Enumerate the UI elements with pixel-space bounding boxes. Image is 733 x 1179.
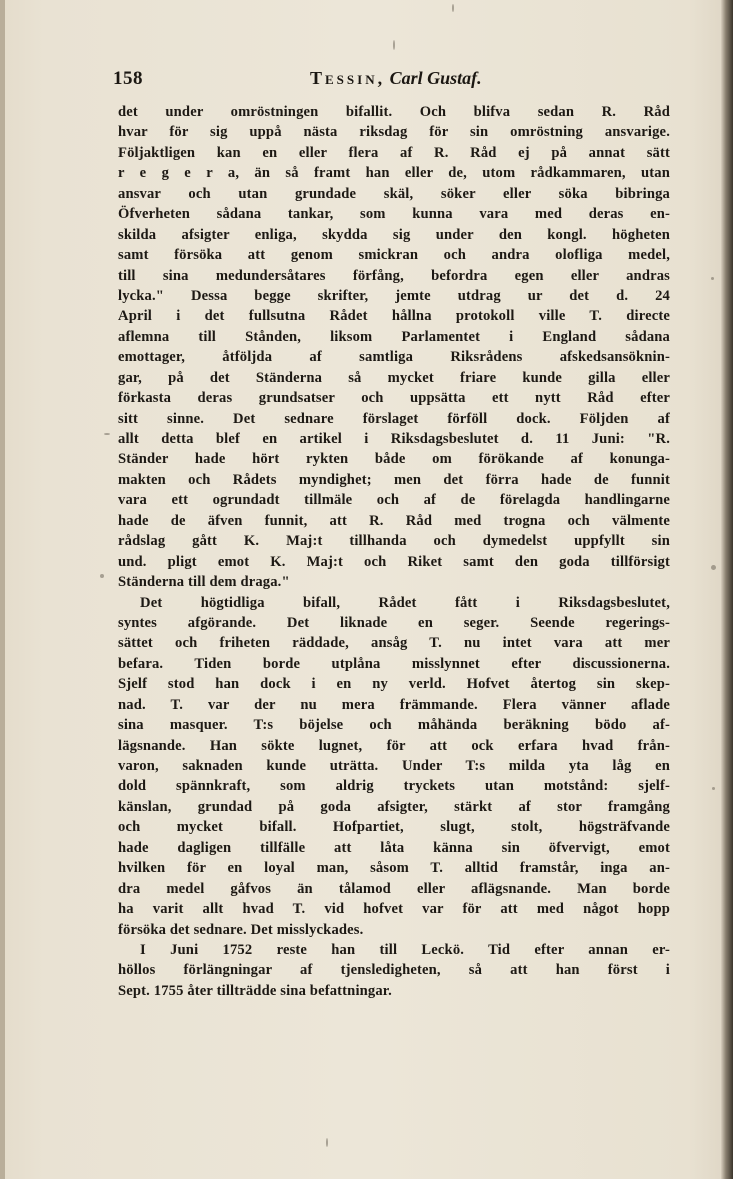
- text-line: allt detta blef en artikel i Riksdagsbeslutet d. 11 Juni: "R.: [118, 431, 670, 447]
- text-line: höllos förlängningar af tjensledigheten, så att han först i: [118, 962, 670, 979]
- text-line: sitt sinne. Det sednare förslaget förföll dock. Följden af: [118, 410, 670, 427]
- text-line: Ständerna till dem draga.": [118, 574, 290, 591]
- paper-speck: [452, 4, 454, 12]
- running-head: [310, 68, 482, 89]
- text-line: och mycket bifall. Hofpartiet, slugt, stolt, högsträfvande: [118, 819, 670, 836]
- text-line: varon, saknaden kunde uträtta. Under T:s milda yta låg en: [118, 758, 670, 774]
- text-line: Sept. 1755 åter tillträdde sina befattningar.: [118, 982, 392, 999]
- text-line: ansvar och utan grundade skäl, söker eller söka bibringa: [118, 185, 670, 202]
- body-text: [118, 102, 670, 1001]
- page-header: [113, 68, 673, 94]
- text-line: syntes afgörande. Det liknade en seger. Seende regerings-: [118, 614, 670, 631]
- text-line: sättet och friheten räddade, ansåg T. nu intet vara att mer: [118, 635, 670, 652]
- text-line: samt försöka att genom smickran och andra olofliga medel,: [118, 247, 670, 264]
- text-line: rådslag gått K. Maj:t tillhanda och dymedelst uppfyllt sin: [118, 533, 670, 550]
- text-line: Ständer hade hört rykten både om förökande af konunga-: [118, 451, 670, 468]
- text-line: känslan, grundad på goda afsigter, stärkt af stor framgång: [118, 798, 670, 815]
- text-line: hade de äfven funnit, att R. Råd med trogna och välmente: [118, 512, 670, 529]
- text-line: Sjelf stod han dock i en ny verld. Hofvet återtog sin skep-: [118, 676, 670, 693]
- text-line: förkasta deras grundsatser och uppsätta ett nytt Råd efter: [118, 390, 670, 407]
- paper-speck: [326, 1138, 328, 1147]
- text-line: hvilken för en loyal man, såsom T. alltid framstår, inga an-: [118, 860, 670, 877]
- text-line: befara. Tiden borde utplåna misslynnet efter discussionerna.: [118, 655, 670, 672]
- text-line: April i det fullsutna Rådet hållna protokoll ville T. directe: [118, 308, 670, 325]
- text-line: emottager, åtföljda af samtliga Riksrådens afskedsansöknin-: [118, 349, 670, 366]
- text-line: nad. T. var der nu mera främmande. Flera vänner aflade: [118, 696, 670, 713]
- text-line: makten och Rådets myndighet; men det förra hade de funnit: [118, 471, 670, 488]
- page-left-edge: [0, 0, 5, 1179]
- text-line: hvar för sig uppå nästa riksdag för sin omröstning ansvarige.: [118, 124, 670, 141]
- text-line: Öfverheten sådana tankar, som kunna vara med deras en-: [118, 206, 670, 223]
- text-line: und. pligt emot K. Maj:t och Riket samt den goda tillförsigt: [118, 553, 670, 570]
- text-line: Följaktligen kan en eller flera af R. Råd ej på annat sätt: [118, 144, 670, 161]
- text-line: hade dagligen tillfälle att låta känna sin öfvervigt, emot: [118, 839, 670, 856]
- text-line: gar, på det Ständerna så mycket friare kunde gilla eller: [118, 369, 670, 386]
- text-line: dold spännkraft, som aldrig tryckets utan motstånd: sjelf-: [118, 778, 670, 795]
- paragraph-start-line: I Juni 1752 reste han till Leckö. Tid efter annan er-: [140, 941, 670, 958]
- paper-speck: [711, 565, 716, 570]
- paper-speck: [104, 433, 110, 435]
- text-line: r e g e r a, än så framt han eller de, utom rådkammaren, utan: [118, 165, 670, 182]
- text-line: sina masquer. T:s böjelse och måhända beräkning bödo af-: [118, 717, 670, 734]
- text-line: försöka det sednare. Det misslyckades.: [118, 921, 364, 938]
- page-binding-shadow: [721, 0, 733, 1179]
- text-line: dra medel gåfvos än tålamod eller aflägsnande. Man borde: [118, 880, 670, 897]
- text-line: lycka." Dessa begge skrifter, jemte utdrag ur det d. 24: [118, 287, 670, 304]
- paper-speck: [100, 574, 104, 578]
- text-line: aflemna till Stånden, liksom Parlamentet i England sådana: [118, 328, 670, 345]
- paragraph-start-line: Det högtidliga bifall, Rådet fått i Riksdagsbeslutet,: [140, 594, 670, 611]
- running-head-surname: Tessin,: [310, 68, 386, 88]
- running-head-given-name: Carl Gustaf.: [389, 68, 482, 88]
- text-line: skilda afsigter enliga, skydda sig under den kongl. högheten: [118, 226, 670, 243]
- paper-speck: [711, 277, 714, 280]
- text-line: till sina medundersåtares förfång, befordra egen eller andras: [118, 267, 670, 284]
- text-line: det under omröstningen bifallit. Och blifva sedan R. Råd: [118, 104, 670, 120]
- paper-speck: [393, 40, 395, 50]
- text-line: ha varit allt hvad T. vid hofvet var för att med något hopp: [118, 901, 670, 918]
- text-line: vara ett ogrundadt tillmäle och af de förelagda handlingarne: [118, 492, 670, 509]
- text-line: lägsnande. Han sökte lugnet, för att ock erfara hvad från-: [118, 737, 670, 754]
- page-number: 158: [113, 68, 143, 89]
- paper-speck: [712, 787, 715, 790]
